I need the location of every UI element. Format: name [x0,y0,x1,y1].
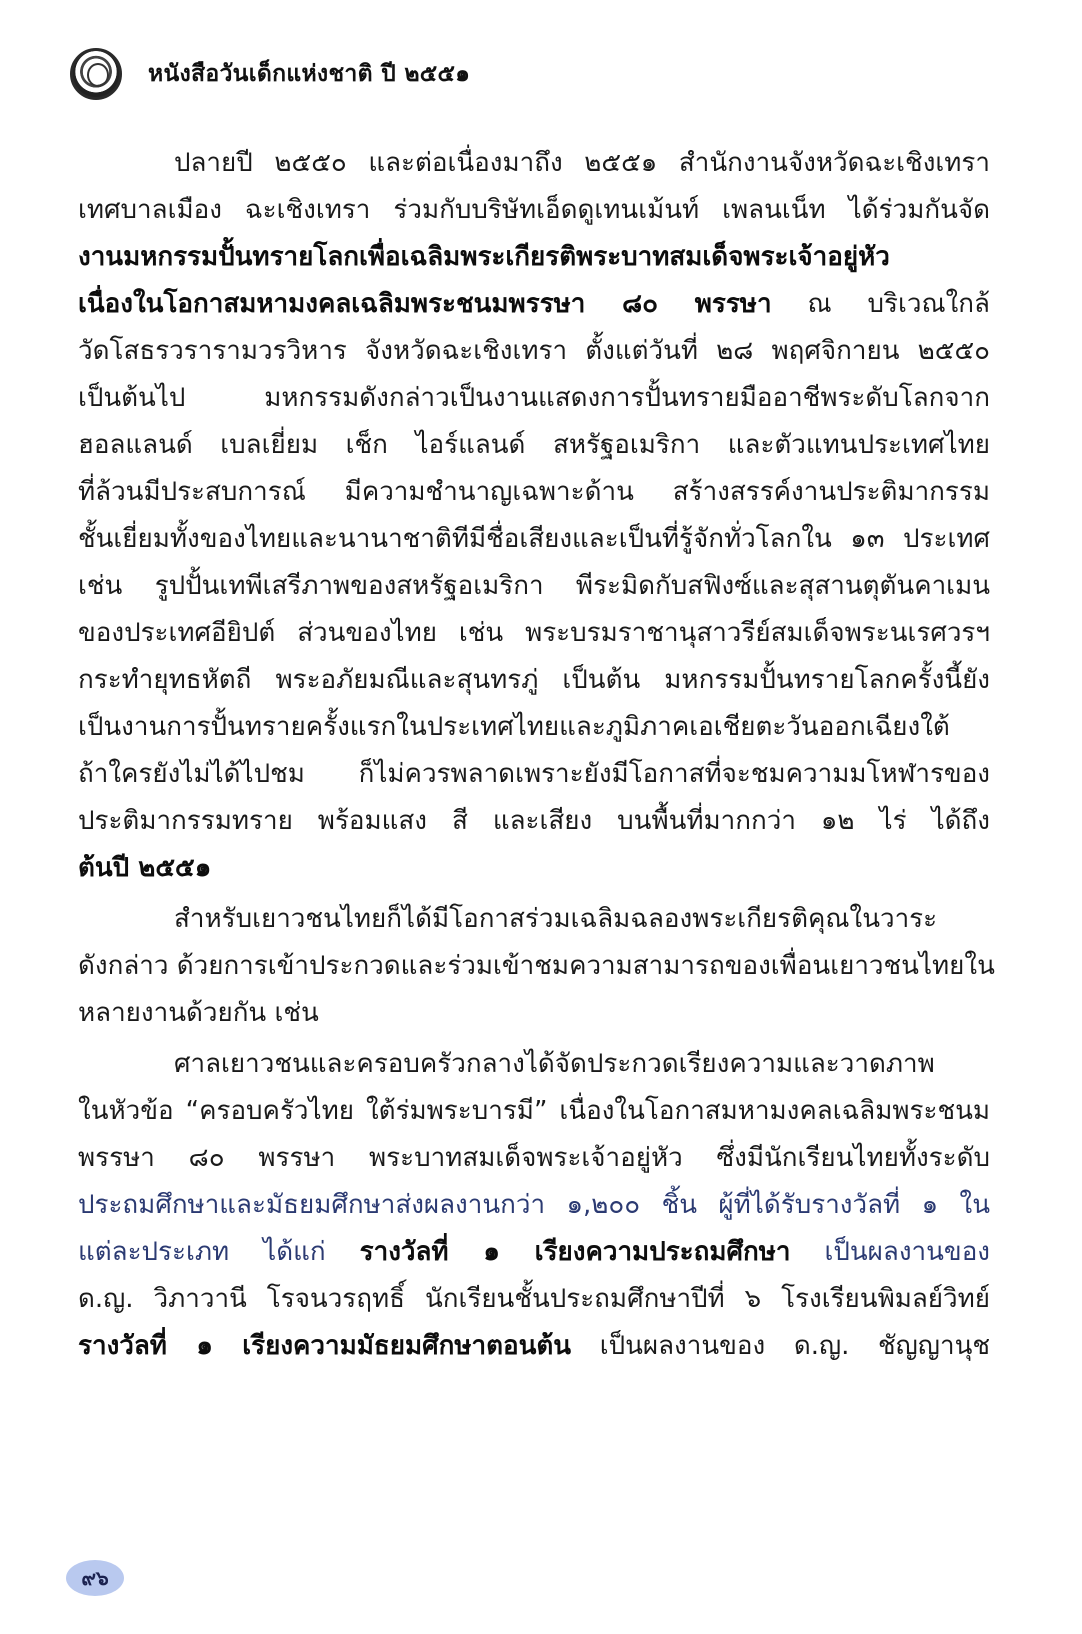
text-line [78,375,990,422]
text-line [78,610,990,657]
text-line [78,1182,990,1229]
text-run: พรรษา ๘๐ พรรษา พระบาทสมเด็จพระเจ้าอยู่หัว ซึ่งมีนักเรียนไทยทั้งระดับ [78,1143,990,1173]
text-line [78,990,990,1037]
paragraph [78,1041,990,1370]
text-line [78,187,990,234]
text-run: ประติมากรรมทราย พร้อมแสง สี และเสียง บนพื้นที่มากกว่า ๑๒ ไร่ ได้ถึง [78,806,990,836]
text-run: หลายงานด้วยกัน เช่น [78,998,319,1028]
paragraph [78,896,995,1037]
text-line [78,1088,990,1135]
text-run: แต่ละประเภท ได้แก่ [78,1237,360,1267]
text-line [78,469,990,516]
text-line [78,798,990,845]
text-line [78,140,990,187]
text-run: ศาลเยาวชนและครอบครัวกลางได้จัดประกวดเรียงความและวาดภาพ [174,1049,935,1079]
text-line [78,281,990,328]
text-run: ในหัวข้อ “ครอบครัวไทย ใต้ร่มพระบารมี” เนื่องในโอกาสมหามงคลเฉลิมพระชนม [78,1096,990,1126]
text-run: กระทำยุทธหัตถี พระอภัยมณีและสุนทรภู่ เป็นต้น มหกรรมปั้นทรายโลกครั้งนี้ยัง [78,665,990,695]
bold-text: ต้นปี ๒๕๕๑ [78,853,212,883]
bold-text: เนื่องในโอกาสมหามงคลเฉลิมพระชนมพรรษา ๘๐ พรรษา [78,289,772,319]
text-run: เทศบาลเมือง ฉะเชิงเทรา ร่วมกับบริษัทเอ็ดดูเทนเม้นท์ เพลนเน็ท ได้ร่วมกันจัด [78,195,990,225]
body-text [78,140,995,1370]
text-line [78,516,990,563]
text-line [78,943,995,990]
text-line [78,896,990,943]
text-run: ปลายปี ๒๕๕๐ และต่อเนื่องมาถึง ๒๕๕๑ สำนักงานจังหวัดฉะเชิงเทรา [174,148,990,178]
text-run: เช่น รูปปั้นเทพีเสรีภาพของสหรัฐอเมริกา พีระมิดกับสฟิงซ์และสุสานตุตันคาเมน [78,571,990,601]
text-run: ประถมศึกษาและมัธยมศึกษาส่งผลงานกว่า ๑,๒๐๐ ชิ้น ผู้ที่ได้รับรางวัลที่ ๑ ใน [78,1190,990,1220]
text-run: ณ บริเวณใกล้ [771,289,990,319]
text-run: ชั้นเยี่ยมทั้งของไทยและนานาชาติทีมีชื่อเสียงและเป็นที่รู้จักทั่วโลกใน ๑๓ ประเทศ [78,524,990,554]
text-run: เป็นงานการปั้นทรายครั้งแรกในประเทศไทยและภูมิภาคเอเชียตะวันออกเฉียงใต้ [78,712,950,742]
text-line [78,563,990,610]
page-number: ๙๖ [66,1560,124,1596]
text-run: เป็นผลงานของ ด.ญ. ชัญญานุช [571,1331,990,1361]
text-line [78,1323,990,1370]
text-run: เป็นผลงานของ [790,1237,990,1267]
text-run: ดังกล่าว ด้วยการเข้าประกวดและร่วมเข้าชมความสามารถของเพื่อนเยาวชนไทยใน [78,951,995,981]
text-run: ที่ล้วนมีประสบการณ์ มีความชำนาญเฉพาะด้าน สร้างสรรค์งานประติมากรรม [78,477,990,507]
header-title: หนังสือวันเด็กแห่งชาติ ปี ๒๕๕๑ [148,61,471,87]
text-line [78,1135,990,1182]
text-run: เป็นต้นไป มหกรรมดังกล่าวเป็นงานแสดงการปั้นทรายมืออาชีพระดับโลกจาก [78,383,990,413]
text-line [78,328,990,375]
bold-text: รางวัลที่ ๑ เรียงความมัธยมศึกษาตอนต้น [78,1331,572,1361]
text-run: ด.ญ. วิภาวานี โรจนวรฤทธิ์ นักเรียนชั้นประถมศึกษาปีที่ ๖ โรงเรียนพิมลย์วิทย์ [78,1284,990,1314]
paragraph [78,140,990,892]
text-line [78,704,990,751]
text-line [78,1041,990,1088]
text-line [78,657,990,704]
bold-text: งานมหกรรมปั้นทรายโลกเพื่อเฉลิมพระเกียรติพระบาทสมเด็จพระเจ้าอยู่หัว [78,242,890,272]
text-run: ถ้าใครยังไม่ได้ไปชม ก็ไม่ควรพลาดเพราะยังมีโอกาสที่จะชมความมโหฬารของ [78,759,990,789]
text-line [78,422,990,469]
text-line [78,234,990,281]
text-line [78,845,990,892]
text-run: สำหรับเยาวชนไทยก็ได้มีโอกาสร่วมเฉลิมฉลองพระเกียรติคุณในวาระ [174,904,938,934]
text-run: ฮอลแลนด์ เบลเยี่ยม เช็ก ไอร์แลนด์ สหรัฐอเมริกา และตัวแทนประเทศไทย [78,430,990,460]
bold-text: รางวัลที่ ๑ เรียงความประถมศึกษา [359,1237,791,1267]
page-header [70,44,470,104]
emblem-icon [70,48,122,100]
text-line [78,1229,990,1276]
text-run: ของประเทศอียิปต์ ส่วนของไทย เช่น พระบรมราชานุสาวรีย์สมเด็จพระนเรศวรฯ [78,618,990,648]
text-line [78,751,990,798]
text-run: วัดโสธรวรารามวรวิหาร จังหวัดฉะเชิงเทรา ตั้งแต่วันที่ ๒๘ พฤศจิกายน ๒๕๕๐ [78,336,990,366]
text-line [78,1276,990,1323]
